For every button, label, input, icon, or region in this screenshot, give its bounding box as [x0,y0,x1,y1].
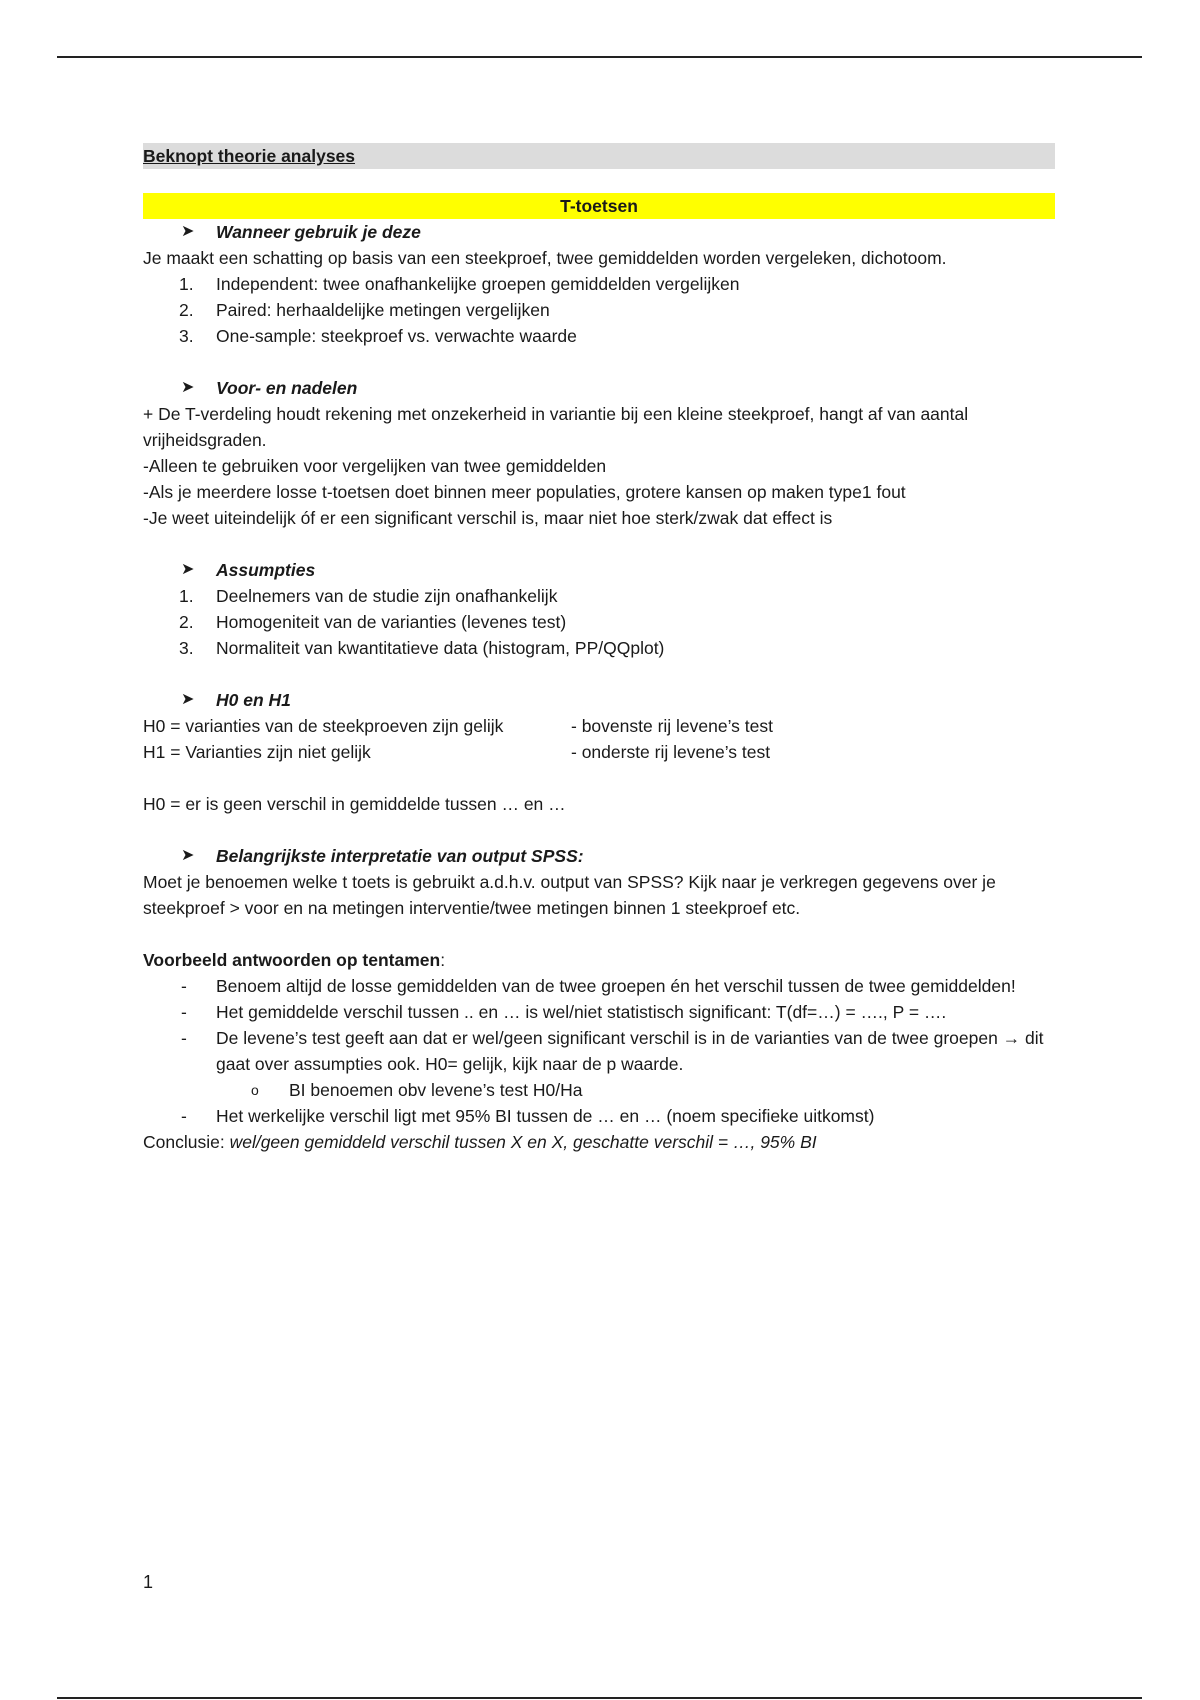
heading-when-text: Wanneer gebruik je deze [216,222,421,242]
arrow-bullet-icon: ➤ [181,847,195,864]
pros-cons-line: -Alleen te gebruiken voor vergelijken van twee gemiddelden [143,456,607,476]
example-heading-text: Voorbeeld antwoorden op tentamen [143,950,441,970]
example-heading-suffix: : [440,950,446,970]
list-text: Paired: herhaaldelijke metingen vergelijken [216,300,550,320]
hypothesis-left: H1 = Varianties zijn niet gelijk [143,742,371,762]
interpretation-text: Moet je benoemen welke t toets is gebruikt a.d.h.v. output van SPSS? Kijk naar je verkregen gegevens over je steekproef > voor en na metingen interventie/twee metingen binnen 1 steekproef etc. [143,872,996,918]
arrow-bullet-icon: ➤ [181,223,195,240]
list-text: Het werkelijke verschil ligt met 95% BI tussen de … en … (noem specifieke uitkomst) [216,1106,875,1126]
list-number: 1. [179,274,194,294]
hypothesis-left: H0 = varianties van de steekproeven zijn gelijk [143,716,504,736]
when-list [143,271,1055,349]
list-text: Normaliteit van kwantitatieve data (histogram, PP/QQplot) [216,638,665,658]
dash-bullet: - [181,976,187,996]
pros-cons-line: -Je weet uiteindelijk óf er een significant verschil is, maar niet hoe sterk/zwak dat effect is [143,508,833,528]
list-text: Het gemiddelde verschil tussen .. en … is wel/niet statistisch significant: T(df=…) = …., P = …. [216,1002,947,1022]
list-number: 3. [179,326,194,346]
assumptions-list [143,583,1055,661]
spacer [143,765,1055,791]
header-rule [57,56,1142,58]
heading-pros-cons-text: Voor- en nadelen [216,378,358,398]
hypothesis-right: - onderste rij levene’s test [571,742,771,762]
list-number: 2. [179,612,194,632]
heading-assumptions [143,557,1055,583]
circle-bullet-icon: o [251,1082,259,1098]
conclusion-text: wel/geen gemiddeld verschil tussen X en X, geschatte verschil = …, 95% BI [229,1132,817,1152]
h0-means: H0 = er is geen verschil in gemiddelde tussen … en … [143,794,566,814]
heading-hypotheses [143,687,1055,713]
pros-cons-line: + De T-verdeling houdt rekening met onzekerheid in variantie bij een kleine steekproef, hangt af van aantal vrijheidsgraden. [143,404,969,450]
example-heading [143,947,1055,973]
example-list [143,973,1055,1077]
list-item [143,1025,1055,1077]
dash-bullet: - [181,1028,187,1048]
conclusion [143,1129,1055,1155]
list-text: One-sample: steekproef vs. verwachte waarde [216,326,577,346]
heading-interpretation [143,843,1055,869]
document-body [143,143,1055,1155]
list-text: Deelnemers van de studie zijn onafhankelijk [216,586,558,606]
list-item [143,973,1055,999]
document-title: Beknopt theorie analyses [143,143,1055,169]
when-text: Je maakt een schatting op basis van een steekproef, twee gemiddelden worden vergeleken, dichotoom. [143,248,947,268]
hypothesis-row [143,739,1055,765]
list-number: 1. [179,586,194,606]
list-item [143,297,1055,323]
dash-bullet: - [181,1002,187,1022]
list-number: 3. [179,638,194,658]
list-item [143,1103,1055,1129]
list-item [143,323,1055,349]
heading-interpretation-text: Belangrijkste interpretatie van output SPSS: [216,846,584,866]
dash-bullet: - [181,1106,187,1126]
list-item [143,1077,1055,1103]
list-text: Independent: twee onafhankelijke groepen gemiddelden vergelijken [216,274,740,294]
list-item [143,583,1055,609]
heading-assumptions-text: Assumpties [216,560,316,580]
list-number: 2. [179,300,194,320]
list-item [143,609,1055,635]
footer-rule [57,1697,1142,1699]
conclusion-label: Conclusie: [143,1132,230,1152]
list-text: Homogeniteit van de varianties (levenes test) [216,612,567,632]
list-item [143,635,1055,661]
pros-cons-line: -Als je meerdere losse t-toetsen doet binnen meer populaties, grotere kansen op maken type1 fout [143,482,906,502]
section-title: T-toetsen [143,193,1055,219]
example-list-cont [143,1103,1055,1129]
list-text: Benoem altijd de losse gemiddelden van de twee groepen én het verschil tussen de twee gemiddelden! [216,976,1016,996]
arrow-bullet-icon: ➤ [181,561,195,578]
hypothesis-right: - bovenste rij levene’s test [571,716,774,736]
hypothesis-row [143,713,1055,739]
arrow-bullet-icon: ➤ [181,691,195,708]
heading-when [143,219,1055,245]
page-number: 1 [143,1572,154,1592]
list-item [143,271,1055,297]
example-sublist [143,1077,1055,1103]
heading-hypotheses-text: H0 en H1 [216,690,291,710]
arrow-bullet-icon: ➤ [181,379,195,396]
heading-pros-cons [143,375,1055,401]
list-text: BI benoemen obv levene’s test H0/Ha [289,1080,583,1100]
list-item [143,999,1055,1025]
list-text: De levene’s test geeft aan dat er wel/geen significant verschil is in de varianties van de twee groepen → dit gaat over assumpties ook. H0= gelijk, kijk naar de p waarde. [216,1028,1044,1074]
